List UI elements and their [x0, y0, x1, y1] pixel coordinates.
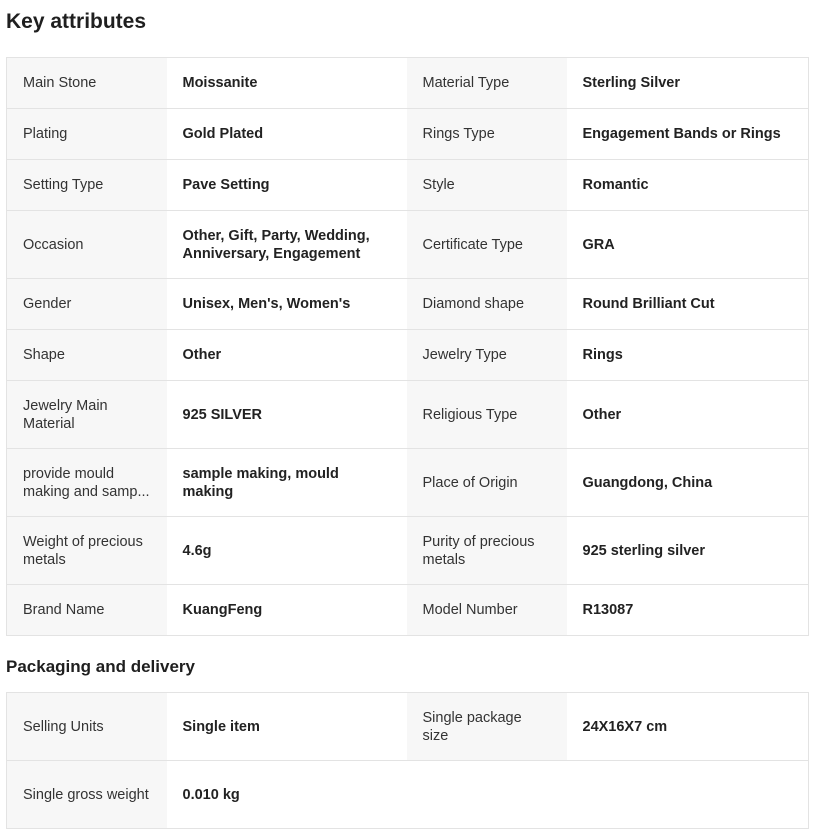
- attribute-value: sample making, mould making: [167, 449, 407, 517]
- empty-cell: [567, 761, 809, 829]
- attribute-label: Shape: [7, 330, 167, 381]
- attribute-value: 0.010 kg: [167, 761, 407, 829]
- table-row: [7, 160, 809, 211]
- table-row: [7, 517, 809, 585]
- attribute-value: Guangdong, China: [567, 449, 809, 517]
- attribute-label: Jewelry Main Material: [7, 381, 167, 449]
- attribute-label: Diamond shape: [407, 279, 567, 330]
- attribute-label: Religious Type: [407, 381, 567, 449]
- attribute-value: Other: [567, 381, 809, 449]
- table-row: [7, 381, 809, 449]
- attribute-value: Other: [167, 330, 407, 381]
- attribute-value: Engagement Bands or Rings: [567, 109, 809, 160]
- attribute-label: Style: [407, 160, 567, 211]
- table-row: [7, 279, 809, 330]
- attribute-value: Other, Gift, Party, Wedding, Anniversary, Engagement: [167, 211, 407, 279]
- attribute-value: Moissanite: [167, 58, 407, 109]
- key-attributes-title: Key attributes: [6, 10, 147, 33]
- attribute-label: Rings Type: [407, 109, 567, 160]
- table-row: [7, 109, 809, 160]
- attribute-value: Pave Setting: [167, 160, 407, 211]
- attribute-value: Romantic: [567, 160, 809, 211]
- attribute-label: Brand Name: [7, 585, 167, 636]
- attribute-label: Plating: [7, 109, 167, 160]
- attribute-value: GRA: [567, 211, 809, 279]
- attribute-label-truncated: [7, 449, 167, 517]
- packaging-delivery-title: Packaging and delivery: [6, 657, 195, 676]
- table-row: [7, 58, 809, 109]
- attribute-label: Material Type: [407, 58, 567, 109]
- attribute-value: Unisex, Men's, Women's: [167, 279, 407, 330]
- attribute-label: Jewelry Type: [407, 330, 567, 381]
- attribute-label: Occasion: [7, 211, 167, 279]
- attribute-label: Selling Units: [7, 693, 167, 761]
- attribute-value: Round Brilliant Cut: [567, 279, 809, 330]
- attribute-label: Gender: [7, 279, 167, 330]
- attribute-value: 925 SILVER: [167, 381, 407, 449]
- attribute-value: 24X16X7 cm: [567, 693, 809, 761]
- attribute-label: Main Stone: [7, 58, 167, 109]
- attribute-label: Purity of precious metals: [407, 517, 567, 585]
- attribute-label: Weight of precious metals: [7, 517, 167, 585]
- key-attributes-table: [6, 57, 809, 636]
- attribute-value: Gold Plated: [167, 109, 407, 160]
- attribute-value: Single item: [167, 693, 407, 761]
- attribute-value: R13087: [567, 585, 809, 636]
- attribute-label: Single package size: [407, 693, 567, 761]
- table-row: [7, 693, 809, 761]
- attribute-label: Certificate Type: [407, 211, 567, 279]
- table-row: [7, 449, 809, 517]
- attribute-value: KuangFeng: [167, 585, 407, 636]
- attribute-value: 925 sterling silver: [567, 517, 809, 585]
- table-row: [7, 330, 809, 381]
- packaging-delivery-table: [6, 692, 809, 829]
- attribute-label: Setting Type: [7, 160, 167, 211]
- attribute-label: Model Number: [407, 585, 567, 636]
- attribute-value: 4.6g: [167, 517, 407, 585]
- table-row: [7, 211, 809, 279]
- attribute-label: Place of Origin: [407, 449, 567, 517]
- attribute-label: Single gross weight: [7, 761, 167, 829]
- truncated-label-text: provide mould making and samp...: [23, 465, 150, 500]
- attribute-value: Rings: [567, 330, 809, 381]
- attribute-value: Sterling Silver: [567, 58, 809, 109]
- empty-cell: [407, 761, 567, 829]
- table-row: [7, 761, 809, 829]
- table-row: [7, 585, 809, 636]
